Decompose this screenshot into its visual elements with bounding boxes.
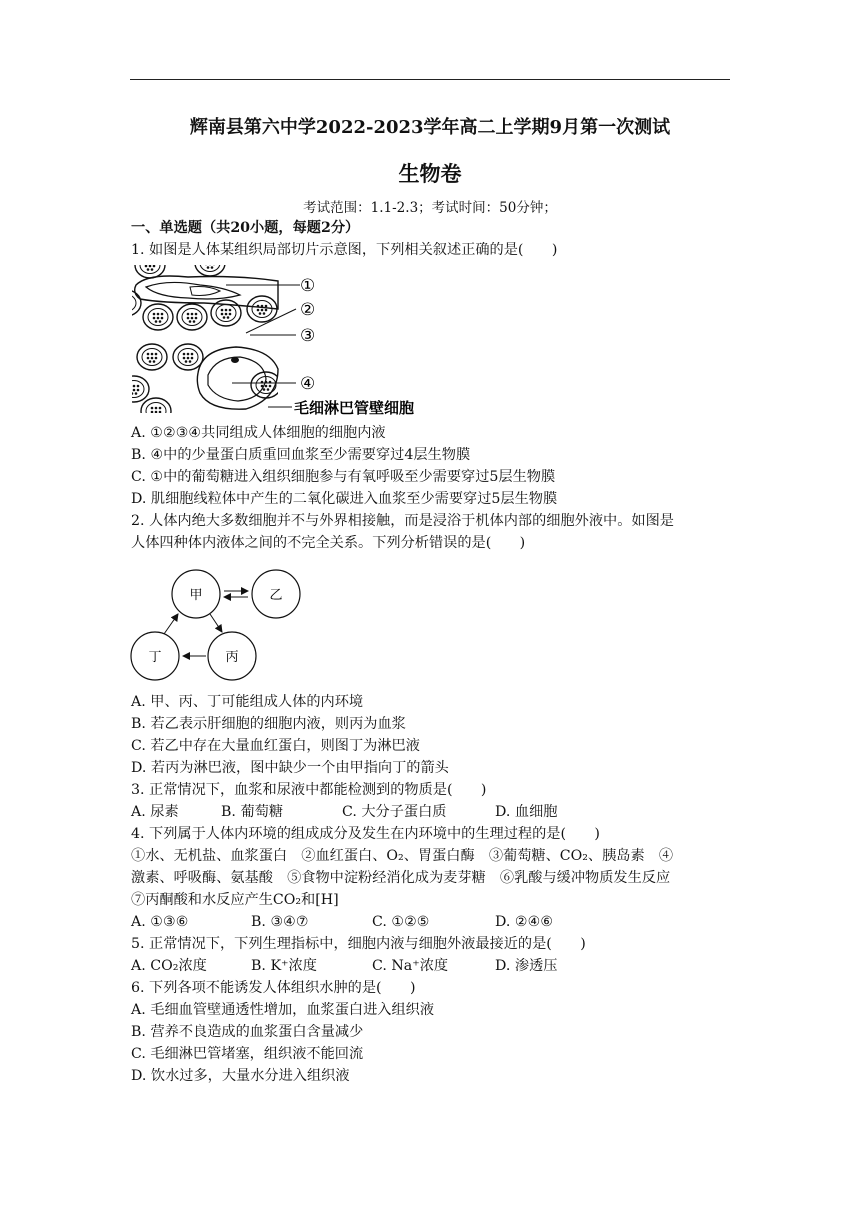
q5-option-a: A. CO₂浓度 <box>131 958 207 974</box>
section-heading: 一、单选题（共20小题，每题2分） <box>131 220 360 236</box>
q4-line2: 激素、呼吸酶、氨基酸 ⑤食物中淀粉经消化成为麦芽糖 ⑥乳酸与缓冲物质发生反应 <box>131 870 671 886</box>
label-2: ② <box>300 300 316 320</box>
q2-option-c: C. 若乙中存在大量血红蛋白，则图丁为淋巴液 <box>131 738 420 754</box>
q4-line1: ①水、无机盐、血浆蛋白 ②血红蛋白、O₂、胃蛋白酶 ③葡萄糖、CO₂、胰岛素 ④ <box>131 848 674 864</box>
q5-option-b: B. K⁺浓度 <box>251 958 317 974</box>
svg-text:丁: 丁 <box>148 650 162 665</box>
svg-text:丙: 丙 <box>225 650 239 665</box>
q4-option-d: D. ②④⑥ <box>495 914 554 930</box>
q4-option-c: C. ①②⑤ <box>372 914 430 930</box>
q3-option-d: D. 血细胞 <box>495 804 558 820</box>
arrow-ding-to-jia <box>164 614 178 634</box>
q5-stem: 5. 正常情况下，下列生理指标中，细胞内液与细胞外液最接近的是( ) <box>131 936 586 952</box>
q3-option-b: B. 葡萄糖 <box>221 804 284 820</box>
q4-option-b: B. ③④⑦ <box>251 914 309 930</box>
q2-option-a: A. 甲、丙、丁可能组成人体的内环境 <box>131 694 364 710</box>
arrow-jia-to-bing <box>210 614 222 632</box>
q4-stem: 4. 下列属于人体内环境的组成成分及发生在内环境中的生理过程的是( ) <box>131 826 600 842</box>
body-fluid-relation-figure <box>128 560 308 682</box>
exam-title: 辉南县第六中学2022-2023学年高二上学期9月第一次测试 <box>189 117 671 138</box>
q3-option-c: C. 大分子蛋白质 <box>342 804 447 820</box>
q2-stem-line2: 人体四种体内液体之间的不完全关系。下列分析错误的是( ) <box>131 535 526 551</box>
subject-title: 生物卷 <box>398 161 462 186</box>
exam-info: 考试范围：1.1-2.3；考试时间：50分钟； <box>303 200 557 216</box>
q3-stem: 3. 正常情况下，血浆和尿液中都能检测到的物质是( ) <box>131 782 487 798</box>
figure-caption: 毛细淋巴管壁细胞 <box>294 399 415 417</box>
q6-option-b: B. 营养不良造成的血浆蛋白含量减少 <box>131 1024 364 1040</box>
q6-option-d: D. 饮水过多，大量水分进入组织液 <box>131 1068 350 1084</box>
q6-option-a: A. 毛细血管壁通透性增加，血浆蛋白进入组织液 <box>131 1002 435 1018</box>
q4-option-a: A. ①③⑥ <box>131 914 189 930</box>
label-1: ① <box>300 276 316 296</box>
label-3: ③ <box>300 326 316 346</box>
q6-stem: 6. 下列各项不能诱发人体组织水肿的是( ) <box>131 980 416 996</box>
q2-stem-line1: 2. 人体内绝大多数细胞并不与外界相接触，而是浸浴于机体内部的细胞外液中。如图是 <box>131 513 674 529</box>
q5-option-d: D. 渗透压 <box>495 958 558 974</box>
svg-text:甲: 甲 <box>189 588 203 603</box>
tissue-cells <box>128 265 281 418</box>
tissue-section-figure <box>128 265 448 418</box>
q1-option-d: D. 肌细胞线粒体中产生的二氧化碳进入血浆至少需要穿过5层生物膜 <box>131 491 558 507</box>
q1-option-a: A. ①②③④共同组成人体细胞的细胞内液 <box>131 425 386 441</box>
q2-option-d: D. 若丙为淋巴液，图中缺少一个由甲指向丁的箭头 <box>131 760 449 776</box>
header-rule <box>130 79 730 80</box>
label-4: ④ <box>300 374 316 394</box>
q1-option-b: B. ④中的少量蛋白质重回血浆至少需要穿过4层生物膜 <box>131 447 471 463</box>
svg-text:乙: 乙 <box>269 588 283 603</box>
q1-option-c: C. ①中的葡萄糖进入组织细胞参与有氧呼吸至少需要穿过5层生物膜 <box>131 469 556 485</box>
q1-stem: 1. 如图是人体某组织局部切片示意图，下列相关叙述正确的是( ) <box>131 242 558 258</box>
q5-option-c: C. Na⁺浓度 <box>372 958 449 974</box>
q2-option-b: B. 若乙表示肝细胞的细胞内液，则丙为血浆 <box>131 716 406 732</box>
q6-option-c: C. 毛细淋巴管堵塞，组织液不能回流 <box>131 1046 364 1062</box>
q4-line3: ⑦丙酮酸和水反应产生CO₂和[H] <box>131 892 339 908</box>
q3-option-a: A. 尿素 <box>131 804 179 820</box>
